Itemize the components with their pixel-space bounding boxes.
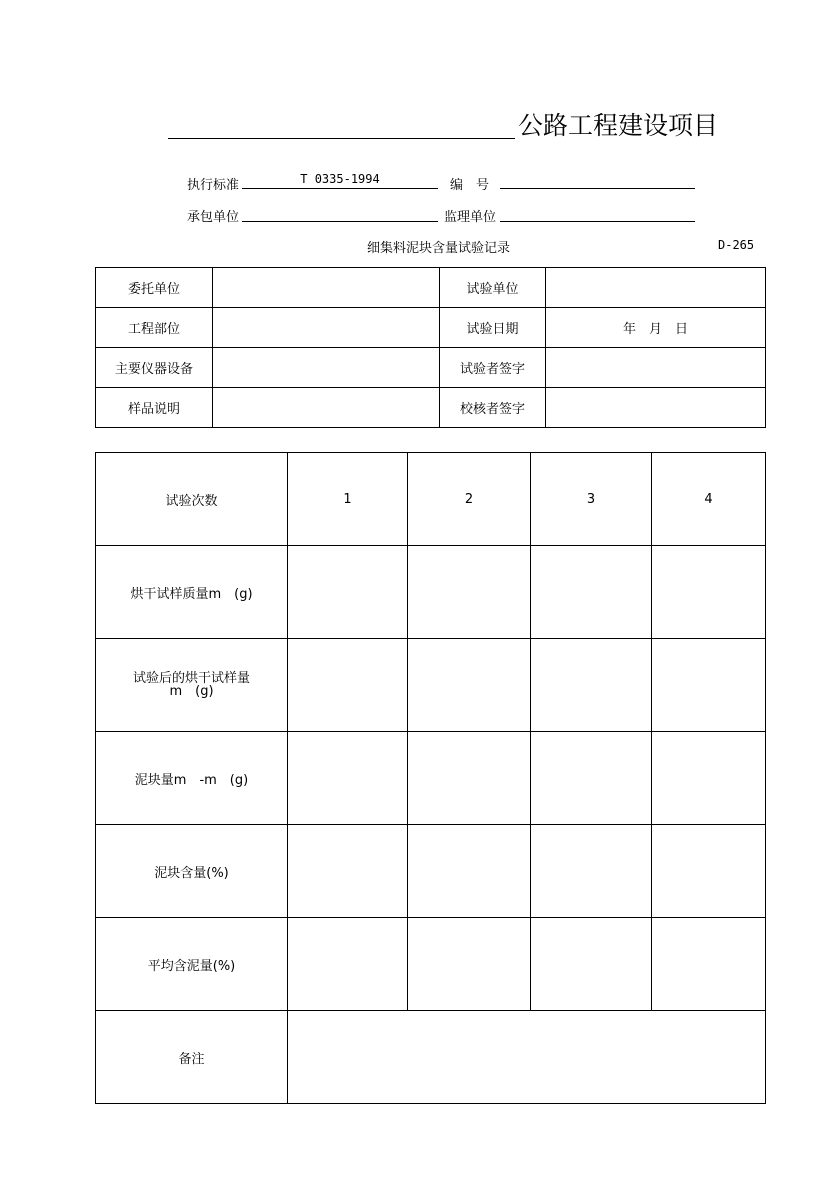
test-date-field[interactable]: 年 月 日 — [546, 308, 766, 348]
number-field[interactable] — [500, 172, 695, 189]
cell[interactable] — [408, 918, 531, 1011]
cell[interactable] — [652, 732, 766, 825]
cell[interactable] — [408, 546, 531, 639]
row-label: 泥块含量(%) — [96, 825, 288, 918]
col-2: 2 — [408, 453, 531, 546]
cell[interactable] — [531, 825, 652, 918]
cell[interactable] — [288, 732, 408, 825]
cell[interactable] — [652, 546, 766, 639]
info-table — [95, 267, 766, 428]
tester-sign-field[interactable] — [546, 348, 766, 388]
row-label: 泥块量m -m (g) — [96, 732, 288, 825]
cell[interactable] — [531, 732, 652, 825]
row-label: 烘干试样质量m (g) — [96, 546, 288, 639]
location-label: 工程部位 — [96, 308, 213, 348]
test-table — [95, 452, 766, 1104]
checker-sign-field[interactable] — [546, 388, 766, 428]
form-title: 细集料泥块含量试验记录 — [367, 241, 511, 256]
equipment-label: 主要仪器设备 — [96, 348, 213, 388]
test-unit-label: 试验单位 — [440, 268, 546, 308]
test-date-label: 试验日期 — [440, 308, 546, 348]
row-label: 试验后的烘干试样量 m (g) — [96, 639, 288, 732]
equipment-field[interactable] — [213, 348, 440, 388]
contractor-label: 承包单位 — [187, 210, 240, 225]
cell[interactable] — [652, 918, 766, 1011]
trial-count-label: 试验次数 — [96, 453, 288, 546]
tester-sign-label: 试验者签字 — [440, 348, 546, 388]
remarks-field[interactable] — [288, 1011, 766, 1104]
row-label: 平均含泥量(%) — [96, 918, 288, 1011]
test-unit-field[interactable] — [546, 268, 766, 308]
remarks-label: 备注 — [96, 1011, 288, 1104]
standard-value: T 0335-1994 — [242, 172, 438, 189]
contractor-field[interactable] — [242, 205, 438, 222]
location-field[interactable] — [213, 308, 440, 348]
cell[interactable] — [408, 639, 531, 732]
cell[interactable] — [288, 918, 408, 1011]
project-name-line — [168, 138, 515, 139]
sample-desc-field[interactable] — [213, 388, 440, 428]
col-4: 4 — [652, 453, 766, 546]
supervisor-field[interactable] — [500, 205, 695, 222]
sample-desc-label: 样品说明 — [96, 388, 213, 428]
supervisor-label: 监理单位 — [444, 210, 497, 225]
col-3: 3 — [531, 453, 652, 546]
cell[interactable] — [288, 825, 408, 918]
number-label: 编 号 — [450, 178, 490, 193]
checker-sign-label: 校核者签字 — [440, 388, 546, 428]
cell[interactable] — [652, 825, 766, 918]
cell[interactable] — [531, 639, 652, 732]
client-field[interactable] — [213, 268, 440, 308]
form-code: D-265 — [718, 238, 755, 252]
cell[interactable] — [408, 732, 531, 825]
col-1: 1 — [288, 453, 408, 546]
cell[interactable] — [652, 639, 766, 732]
cell[interactable] — [408, 825, 531, 918]
project-title: 公路工程建设项目 — [518, 111, 719, 140]
client-label: 委托单位 — [96, 268, 213, 308]
cell[interactable] — [531, 546, 652, 639]
cell[interactable] — [288, 639, 408, 732]
cell[interactable] — [288, 546, 408, 639]
standard-label: 执行标准 — [187, 178, 240, 193]
cell[interactable] — [531, 918, 652, 1011]
